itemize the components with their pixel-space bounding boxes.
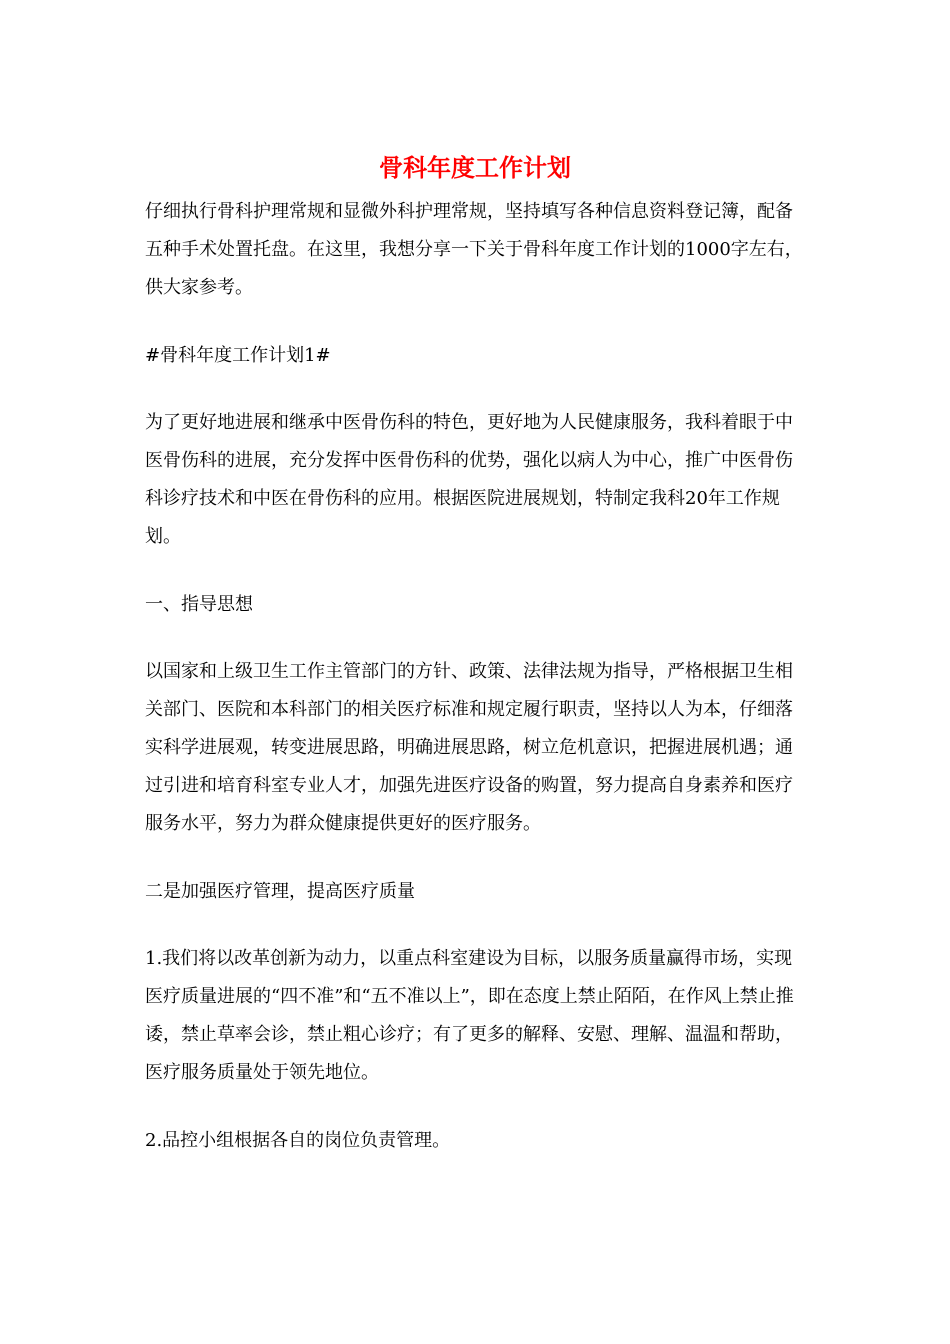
body-paragraph: 以国家和上级卫生工作主管部门的方针、政策、法律法规为指导，严格根据卫生相关部门、医院和本科部门的相关医疗标准和规定履行职责，坚持以人为本，仔细落实科学进展观，转变进展思路，明确进展思路，树立危机意识，把握进展机遇；通过引进和培育科室专业人才，加强先进医疗设备的购置，努力提高自身素养和医疗服务水平，努力为群众健康提供更好的医疗服务。 [145,661,793,834]
section-heading-medical-management: 二是加强医疗管理，提高医疗质量 [145,881,415,902]
body-paragraph: 为了更好地进展和继承中医骨伤科的特色，更好地为人民健康服务，我科着眼于中医骨伤科的进展，充分发挥中医骨伤科的优势，强化以病人为中心，推广中医骨伤科诊疗技术和中医在骨伤科的应用。根据医院进展规划，特制定我科20年工作规划。 [145,412,793,547]
document-title: 骨科年度工作计划 [379,153,571,182]
section-heading-plan-1: #骨科年度工作计划1# [145,345,331,366]
body-paragraph: 1.我们将以改革创新为动力，以重点科室建设为目标，以服务质量赢得市场，实现医疗质量进展的“四不准”和“五不准以上”，即在态度上禁止陌陌，在作风上禁止推诿，禁止草率会诊，禁止粗心诊疗；有了更多的解释、安慰、理解、温温和帮助，医疗服务质量处于领先地位。 [145,948,794,1083]
body-paragraph: 2.品控小组根据各自的岗位负责管理。 [145,1130,451,1151]
section-heading-guiding-ideology: 一、指导思想 [145,594,253,615]
intro-paragraph: 仔细执行骨科护理常规和显微外科护理常规，坚持填写各种信息资料登记簿，配备五种手术处置托盘。在这里，我想分享一下关于骨科年度工作计划的1000字左右，供大家参考。 [145,201,803,298]
